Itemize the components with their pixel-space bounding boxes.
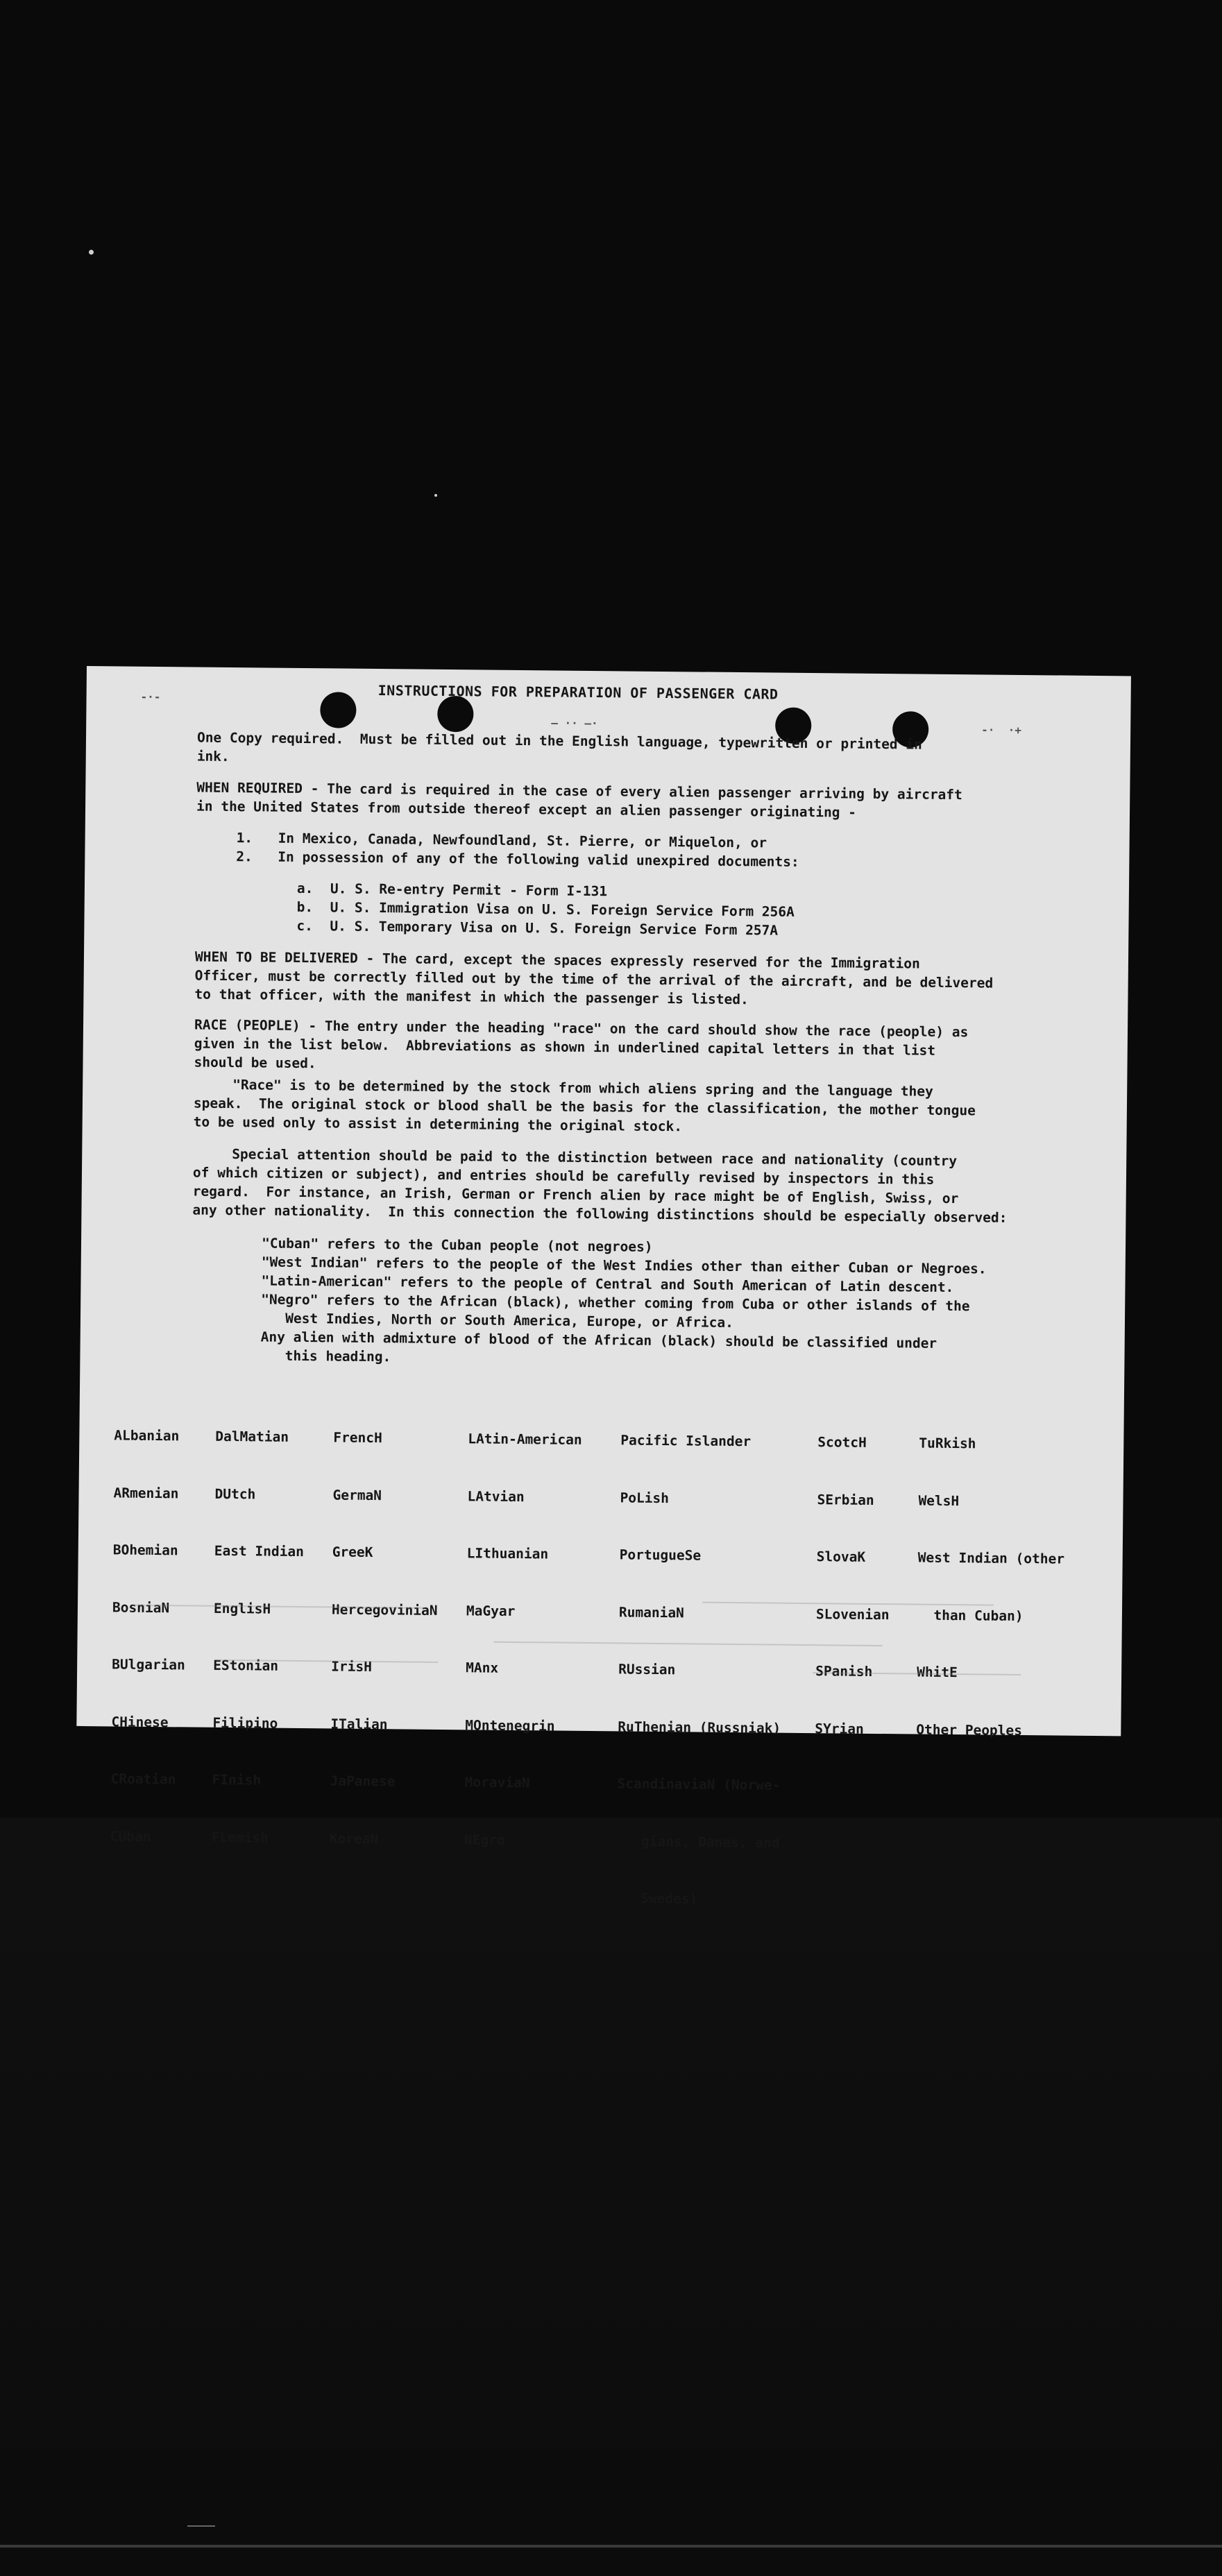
distinction-line: West Indies, North or South America, Europe, or Africa. xyxy=(260,1310,733,1331)
race-stock-line-2: speak. The original stock or blood shall be the basis for the classification, the mother tongue xyxy=(193,1095,976,1119)
when-required-line-2: in the United States from outside thereof except an alien passenger originating - xyxy=(196,798,857,821)
film-background-lower xyxy=(0,1818,1222,2576)
race-list-item: PortugueSe xyxy=(619,1546,702,1564)
race-list-item: KoreaN xyxy=(329,1829,379,1847)
race-list-item: East Indian xyxy=(214,1542,305,1560)
race-list-item: MaGyar xyxy=(466,1602,516,1619)
race-list-item: FrencH xyxy=(333,1429,382,1447)
race-list-item: Filipino xyxy=(212,1714,278,1732)
numbered-item-text: In possession of any of the following valid unexpired documents: xyxy=(278,848,799,870)
race-list-item: Pacific Islander xyxy=(620,1432,752,1450)
race-list-item: MoraviaN xyxy=(464,1774,530,1791)
punch-hole xyxy=(320,692,356,728)
race-list-item: ALbanian xyxy=(114,1427,180,1444)
race-list-item: EStonian xyxy=(213,1657,279,1674)
race-list-item: RumaniaN xyxy=(618,1603,684,1621)
race-list-item: EnglisH xyxy=(213,1600,271,1617)
distinction-line: this heading. xyxy=(260,1347,391,1365)
race-list-item: SYrian xyxy=(815,1720,864,1737)
race-list-item: DUtch xyxy=(214,1485,256,1502)
race-list-item: FLemish xyxy=(211,1829,269,1846)
race-list-item: ScandinaviaN (Norwe- xyxy=(617,1775,781,1793)
film-speck xyxy=(434,494,437,497)
race-list-item: IrisH xyxy=(331,1658,372,1675)
race-list-item: FInish xyxy=(212,1771,262,1789)
ink-mark: – ·· –· xyxy=(551,716,598,731)
race-list-item: RUssian xyxy=(618,1661,676,1678)
race-list-column-6 xyxy=(815,1394,892,1777)
lettered-item-letter: a. xyxy=(296,880,314,897)
distinction-line: "Latin-American" refers to the people of Central and South American of Latin descent. xyxy=(261,1272,954,1296)
race-list-item: BosniaN xyxy=(112,1598,170,1616)
when-delivered-line-2: Officer, must be correctly filled out by the time of the arrival of the aircraft, and be delivered xyxy=(194,967,994,991)
race-list-item: GreeK xyxy=(332,1544,373,1561)
lettered-item-text: U. S. Immigration Visa on U. S. Foreign Service Form 256A xyxy=(330,899,795,920)
race-list-column-5 xyxy=(616,1392,783,1947)
lettered-item-text: U. S. Re-entry Permit - Form I-131 xyxy=(330,880,608,900)
race-list-item: SLovenian xyxy=(815,1605,890,1623)
race-list-column-7 xyxy=(916,1396,1067,1779)
film-edge-line xyxy=(0,2545,1222,2548)
special-attention-line-4: any other nationality. In this connection the following distinctions should be especially observed: xyxy=(192,1202,1008,1226)
ink-mark: -·- xyxy=(140,690,161,704)
special-attention-line-2: of which citizen or subject), and entries should be carefully revised by inspectors in this xyxy=(192,1164,935,1188)
numbered-item-text: In Mexico, Canada, Newfoundland, St. Pierre, or Miquelon, or xyxy=(278,830,767,851)
instruction-sheet xyxy=(76,666,1131,1907)
when-delivered-line-1: WHEN TO BE DELIVERED - The card, except the spaces expressly reserved for the Immigration xyxy=(194,948,920,972)
distinction-line: Any alien with admixture of blood of the African (black) should be classified under xyxy=(260,1329,937,1351)
race-list-item: SlovaK xyxy=(816,1549,866,1565)
race-list-item: CHinese xyxy=(111,1713,169,1730)
copies-line-2: ink. xyxy=(196,748,230,765)
race-list-item: TuRkish xyxy=(919,1435,976,1452)
distinction-line: "Negro" refers to the African (black), whether coming from Cuba or other islands of the xyxy=(261,1291,970,1315)
race-people-line-1: RACE (PEOPLE) - The entry under the heading "race" on the card should show the race (people) as xyxy=(194,1016,969,1041)
race-list-column-3 xyxy=(329,1390,439,1886)
race-list-item: BUlgarian xyxy=(112,1656,185,1673)
race-list-column-4 xyxy=(464,1391,582,1888)
race-list-item: LIthuanian xyxy=(466,1545,549,1562)
lettered-item-letter: b. xyxy=(296,898,314,916)
race-list-item: LAtin-American xyxy=(468,1431,582,1448)
race-list-item: JaPanese xyxy=(330,1773,396,1790)
race-people-line-3: should be used. xyxy=(194,1054,316,1072)
race-stock-line-1: "Race" is to be determined by the stock from which aliens spring and the language they xyxy=(232,1077,933,1100)
race-list-item: CUban xyxy=(110,1827,151,1845)
race-list-item: SErbian xyxy=(817,1491,874,1508)
race-list-item: DalMatian xyxy=(215,1428,289,1445)
when-delivered-line-3: to that officer, with the manifest in which the passenger is listed. xyxy=(194,986,749,1008)
lettered-item-letter: c. xyxy=(296,917,314,935)
distinction-line: "West Indian" refers to the people of the West Indies other than either Cuban or Negroes. xyxy=(261,1254,987,1277)
copies-line-1: One Copy required. Must be filled out in the English language, typewritten or printed in xyxy=(196,729,922,753)
race-list-item: than Cuban) xyxy=(917,1607,1024,1624)
numbered-item-num: 1. xyxy=(236,830,253,846)
film-speck xyxy=(89,250,94,255)
race-list-item: ScotcH xyxy=(817,1434,867,1451)
race-list-column-2 xyxy=(211,1389,305,1886)
race-list-item: ARmenian xyxy=(113,1484,179,1501)
race-list-item: PoLish xyxy=(620,1489,670,1506)
numbered-item-num: 2. xyxy=(236,848,253,865)
race-stock-line-3: to be used only to assist in determining the original stock. xyxy=(193,1114,683,1135)
lettered-item-text: U. S. Temporary Visa on U. S. Foreign Service Form 257A xyxy=(330,918,779,939)
race-list-item: LAtvian xyxy=(467,1487,525,1505)
race-list-item: RuThenian (Russniak) xyxy=(618,1718,781,1737)
race-list-item: HercegoviniaN xyxy=(331,1601,438,1619)
race-list-item: Swedes) xyxy=(616,1890,698,1907)
race-list-item: MOntenegrin xyxy=(465,1716,555,1734)
race-list-item: WhitE xyxy=(917,1664,958,1681)
race-list-item: Other Peoples xyxy=(916,1721,1023,1739)
race-list-column-1 xyxy=(110,1388,188,1884)
race-list-item: MAnx xyxy=(466,1660,499,1676)
ink-mark: -· ·+ xyxy=(981,723,1022,737)
when-required-line-1: WHEN REQUIRED - The card is required in the case of every alien passenger arriving by aircraft xyxy=(196,779,962,803)
distinction-line: "Cuban" refers to the Cuban people (not negroes) xyxy=(261,1235,653,1255)
race-list-item: West Indian (other xyxy=(917,1549,1065,1567)
race-list-item: CRoatian xyxy=(110,1771,176,1788)
film-scratch xyxy=(187,2525,215,2527)
special-attention-line-3: regard. For instance, an Irish, German or French alien by race might be of English, Swiss, or xyxy=(192,1183,959,1207)
race-list-item: GermaN xyxy=(332,1486,382,1503)
page-title: INSTRUCTIONS FOR PREPARATION OF PASSENGER CARD xyxy=(377,682,779,703)
race-people-line-2: given in the list below. Abbreviations as shown in underlined capital letters in that list xyxy=(194,1035,936,1059)
race-list-item: NEgro xyxy=(464,1831,505,1848)
race-list-item: gians, Danes, and xyxy=(616,1832,780,1851)
race-list-item: BOhemian xyxy=(112,1542,178,1559)
race-list-item: SPanish xyxy=(815,1663,873,1680)
race-list-item: ITalian xyxy=(330,1715,388,1732)
special-attention-line-1: Special attention should be paid to the distinction between race and nationality (country xyxy=(232,1146,958,1170)
race-list-item: WelsH xyxy=(918,1492,960,1509)
